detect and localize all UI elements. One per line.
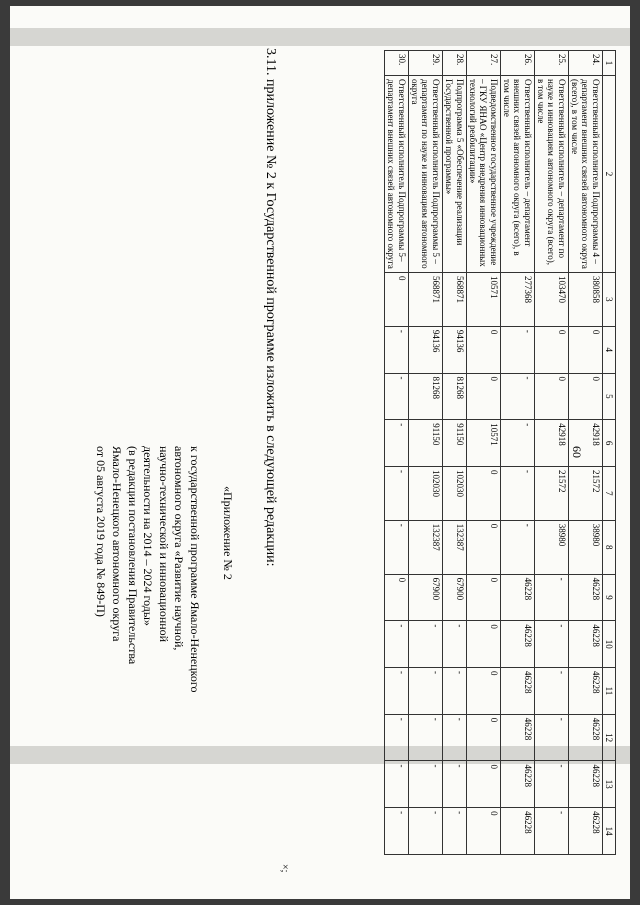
row-description: Ответственный исполнитель – департамент внешних связей автономного округа (всего), в том числе (500, 76, 534, 273)
table-cell: - (385, 761, 409, 808)
table-cell: - (500, 373, 534, 420)
table-cell: - (534, 621, 568, 668)
table-cell: 42918 (534, 420, 568, 467)
appendix-line: (в редакции постановления Правительства (125, 446, 140, 665)
table-cell: 0 (568, 326, 602, 373)
appendix-line: автономного округа «Развитие научной, (172, 446, 187, 651)
table-cell: 91150 (442, 420, 466, 467)
table-cell: - (408, 714, 442, 761)
table-cell: 10571 (466, 273, 500, 327)
table-cell: 46228 (568, 574, 602, 621)
column-header: 4 (602, 326, 615, 373)
table-cell: 42918 (568, 420, 602, 467)
table-cell: 38980 (534, 520, 568, 574)
table-cell: 46228 (568, 808, 602, 855)
column-header: 5 (602, 373, 615, 420)
table-cell: 568871 (442, 273, 466, 327)
column-header: 3 (602, 273, 615, 327)
table-cell: 568871 (408, 273, 442, 327)
table-cell: 0 (466, 714, 500, 761)
table-cell: - (385, 466, 409, 520)
table-cell: 81268 (408, 373, 442, 420)
table-cell: - (385, 520, 409, 574)
table-cell: - (408, 761, 442, 808)
table-cell: - (385, 714, 409, 761)
table-cell: 0 (466, 808, 500, 855)
table-cell: 21572 (568, 466, 602, 520)
table-cell: 46228 (500, 574, 534, 621)
row-number: 26. (500, 51, 534, 76)
column-header: 12 (602, 714, 615, 761)
table-cell: - (500, 466, 534, 520)
row-description: Ответственный исполнитель – департамент по науке и инновациям автономного округа (всего), в том числе (534, 76, 568, 273)
table-cell: 0 (466, 574, 500, 621)
appendix-title: «Приложение № 2 (221, 486, 235, 580)
column-header: 10 (602, 621, 615, 668)
table-cell: 81268 (442, 373, 466, 420)
table-cell: - (534, 714, 568, 761)
column-header: 2 (602, 76, 615, 273)
table-cell: 46228 (500, 714, 534, 761)
table-cell: 10571 (466, 420, 500, 467)
table-cell: - (534, 668, 568, 715)
table-cell: - (385, 668, 409, 715)
table-cell: - (534, 808, 568, 855)
table-row (500, 51, 534, 855)
row-number: 30. (385, 51, 409, 76)
table-cell: 102030 (408, 466, 442, 520)
table-cell: 0 (466, 621, 500, 668)
table-cell: - (534, 761, 568, 808)
page-number: 60 (570, 446, 584, 458)
row-number: 27. (466, 51, 500, 76)
table-row (442, 51, 466, 855)
table-cell: - (442, 714, 466, 761)
table-cell: - (385, 808, 409, 855)
row-description: Подпрограмма 5 «Обеспечение реализации Государственной программы» (442, 76, 466, 273)
table-cell: 132387 (408, 520, 442, 574)
table-cell: 0 (466, 668, 500, 715)
table-cell: 46228 (500, 621, 534, 668)
table-cell: 277368 (500, 273, 534, 327)
table-cell: 46228 (500, 808, 534, 855)
table-row (466, 51, 500, 855)
table-cell: - (442, 621, 466, 668)
funding-table (384, 50, 616, 855)
table-cell: 132387 (442, 520, 466, 574)
table-cell: - (408, 621, 442, 668)
column-header: 9 (602, 574, 615, 621)
table-cell: - (500, 520, 534, 574)
table-cell: - (500, 326, 534, 373)
table-cell: - (534, 574, 568, 621)
table-cell: - (500, 420, 534, 467)
table-cell: 67900 (442, 574, 466, 621)
table-cell: 46228 (568, 621, 602, 668)
appendix-line: деятельности на 2014 – 2024 годы» (141, 446, 156, 626)
table-cell: - (385, 373, 409, 420)
row-number: 29. (408, 51, 442, 76)
table-cell: - (442, 668, 466, 715)
appendix-body (93, 446, 202, 692)
column-header: 13 (602, 761, 615, 808)
appendix-line: Ямало-Ненецкого автономного округа (110, 446, 125, 642)
row-description: Ответственный исполнитель Подпрограммы 5 – департамент по науке и инновациям автономного округа (408, 76, 442, 273)
table-cell: 0 (568, 373, 602, 420)
table-row (408, 51, 442, 855)
table-cell: 21572 (534, 466, 568, 520)
table-cell: 67900 (408, 574, 442, 621)
table-cell: 46228 (500, 668, 534, 715)
table-cell: 0 (466, 520, 500, 574)
table-cell: 380858 (568, 273, 602, 327)
table-cell: - (442, 808, 466, 855)
table-cell: 102030 (442, 466, 466, 520)
row-description: Ответственный исполнитель Подпрограммы 4 – департамент внешних связей автономного округа (всего), в том числе (568, 76, 602, 273)
table-cell: 0 (466, 326, 500, 373)
table-cell: 46228 (500, 761, 534, 808)
table-cell: 46228 (568, 714, 602, 761)
margin-mark: ×; (279, 864, 290, 873)
table-cell: 0 (534, 373, 568, 420)
table-cell: 0 (466, 466, 500, 520)
table-cell: - (385, 420, 409, 467)
appendix-line: от 05 августа 2019 года № 849-П) (94, 446, 109, 617)
column-header: 8 (602, 520, 615, 574)
table-cell: 46228 (568, 668, 602, 715)
column-header: 14 (602, 808, 615, 855)
table-cell: 0 (385, 273, 409, 327)
table-cell: - (442, 761, 466, 808)
table-cell: 94136 (442, 326, 466, 373)
row-number: 25. (534, 51, 568, 76)
rotated-content (10, 6, 630, 899)
table-cell: - (408, 668, 442, 715)
appendix-line: к государственной программе Ямало-Ненецкого (188, 446, 202, 693)
column-header: 6 (602, 420, 615, 467)
row-number: 24. (568, 51, 602, 76)
table-header-row (602, 51, 615, 855)
row-description: Ответственный исполнитель Подпрограммы 5– департамент внешних связей автономного округа (385, 76, 409, 273)
table-cell: 46228 (568, 761, 602, 808)
table-cell: 103470 (534, 273, 568, 327)
row-description: Подведомственное государственное учреждение – ГКУ ЯНАО «Центр внедрения инновационных технологий реабилитации» (466, 76, 500, 273)
column-header: 11 (602, 668, 615, 715)
appendix-line: научно-технической и инновационной (156, 446, 171, 643)
column-header: 7 (602, 466, 615, 520)
table-row (568, 51, 602, 855)
table-cell: 0 (534, 326, 568, 373)
column-header: 1 (602, 51, 615, 76)
table-cell: 91150 (408, 420, 442, 467)
table-cell: - (385, 326, 409, 373)
document-page (10, 6, 630, 899)
table-cell: 0 (466, 373, 500, 420)
table-cell: 94136 (408, 326, 442, 373)
table-cell: 38980 (568, 520, 602, 574)
table-row (385, 51, 409, 855)
table-cell: - (408, 808, 442, 855)
table-cell: - (385, 621, 409, 668)
row-number: 28. (442, 51, 466, 76)
clause-text: 3.11. приложение № 2 к Государственной программе изложить в следующей редакции: (263, 48, 278, 567)
table-cell: 0 (385, 574, 409, 621)
table-cell: 0 (466, 761, 500, 808)
table-row (534, 51, 568, 855)
